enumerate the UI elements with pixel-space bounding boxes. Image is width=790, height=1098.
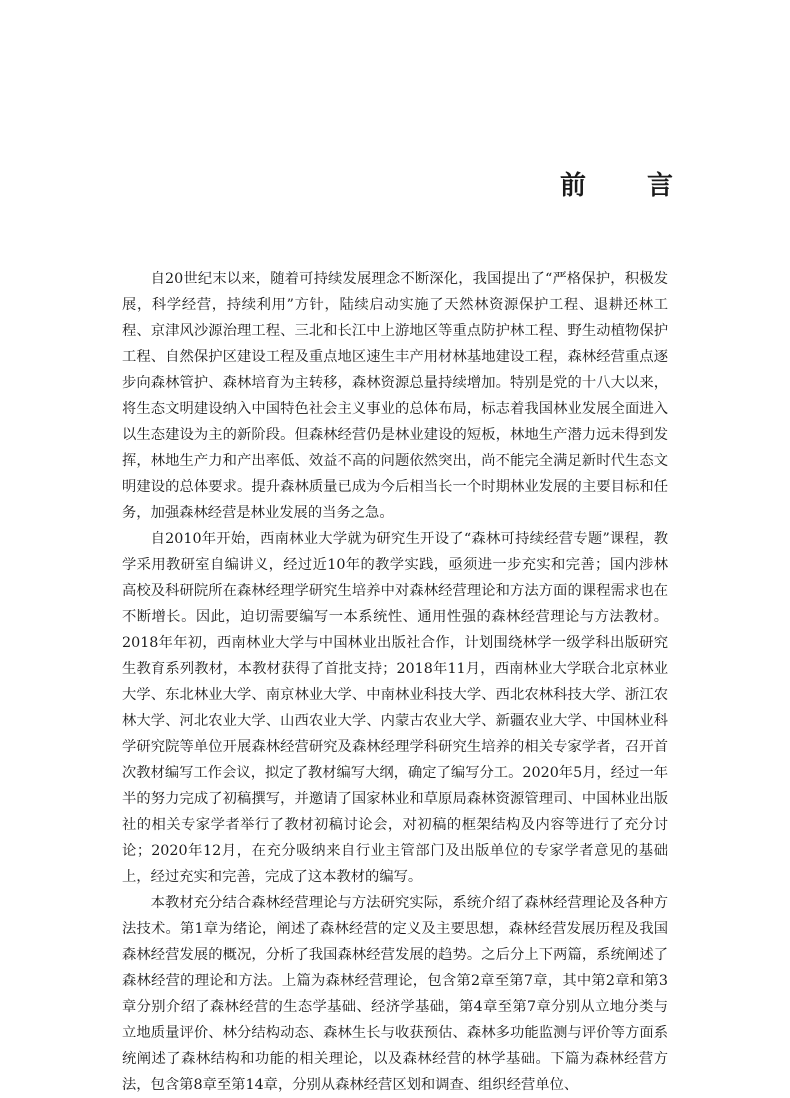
paragraph-1: 自20世纪末以来，随着可持续发展理念不断深化，我国提出了“严格保护，积极发展，科学经营，持续利用”方针，陆续启动实施了天然林资源保护工程、退耕还林工程、京津风沙源治理工程、三北和长江中上游地区等重点防护林工程、野生动植物保护工程、自然保护区建设工程及重点地区速生丰产用材林基地建设工程，森林经营重点逐步向森林管护、森林培育为主转移，森林资源总量持续增加。特别是党的十八大以来，将生态文明建设纳入中国特色社会主义事业的总体布局，标志着我国林业发展全面进入以生态建设为主的新阶段。但森林经营仍是林业建设的短板，林地生产潜力远未得到发挥，林地生产力和产出率低、效益不高的问题依然突出，尚不能完全满足新时代生态文明建设的总体要求。提升森林质量已成为今后相当长一个时期林业发展的主要目标和任务，加强森林经营是林业发展的当务之急。 (122, 271, 668, 521)
body-text (122, 266, 668, 1098)
paragraph-3: 本教材充分结合森林经营理论与方法研究实际，系统介绍了森林经营理论及各种方法技术。第1章为绪论，阐述了森林经营的定义及主要思想，森林经营发展历程及我国森林经营发展的概况，分析了我国森林经营发展的趋势。之后分上下两篇，系统阐述了森林经营的理论和方法。上篇为森林经营理论，包含第2章至第7章，其中第2章和第3章分别介绍了森林经营的生态学基础、经济学基础，第4章至第7章分别从立地分类与立地质量评价、林分结构动态、森林生长与收获预估、森林多功能监测与评价等方面系统阐述了森林结构和功能的相关理论，以及森林经营的林学基础。下篇为森林经营方法，包含第8章至第14章，分别从森林经营区划和调查、组织经营单位、 (122, 895, 668, 1093)
paragraph-2: 自2010年开始，西南林业大学就为研究生开设了“森林可持续经营专题”课程，教学采用教研室自编讲义，经过近10年的教学实践，亟须进一步充实和完善；国内涉林高校及科研院所在森林经理学研究生培养中对森林经营理论和方法方面的课程需求也在不断增长。因此，迫切需要编写一本系统性、通用性强的森林经营理论与方法教材。2018年年初，西南林业大学与中国林业出版社合作，计划围绕林学一级学科出版研究生教育系列教材，本教材获得了首批支持；2018年11月，西南林业大学联合北京林业大学、东北林业大学、南京林业大学、中南林业科技大学、西北农林科技大学、浙江农林大学、河北农业大学、山西农业大学、内蒙古农业大学、新疆农业大学、中国林业科学研究院等单位开展森林经营研究及森林经理学科研究生培养的相关专家学者，召开首次教材编写工作会议，拟定了教材编写大纲，确定了编写分工。2020年5月，经过一年半的努力完成了初稿撰写，并邀请了国家林业和草原局森林资源管理司、中国林业出版社的相关专家学者举行了教材初稿讨论会，对初稿的框架结构及内容等进行了充分讨论；2020年12月，在充分吸纳来自行业主管部门及出版单位的专家学者意见的基础上，经过充实和完善，完成了这本教材的编写。 (122, 531, 668, 885)
page-title: 前 言 (560, 171, 700, 201)
